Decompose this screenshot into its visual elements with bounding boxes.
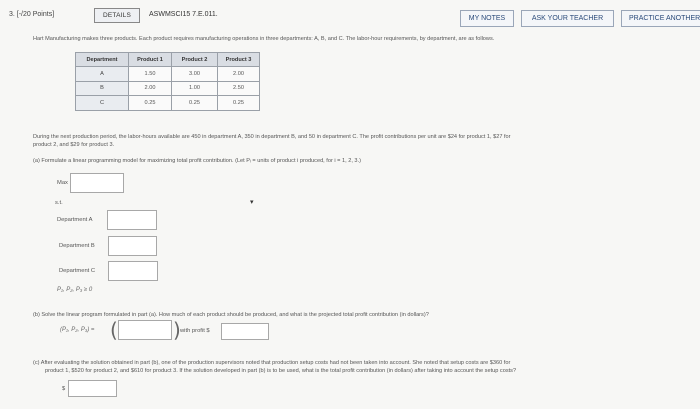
- assignment-id: ASWMSCI15 7.E.011.: [149, 11, 218, 18]
- col-header-product-2: Product 2: [172, 53, 218, 67]
- constraint-label-a: Department A: [57, 217, 93, 223]
- value-cell: 2.00: [218, 67, 260, 82]
- part-c-line-1: (c) After evaluating the solution obtained in part (b), one of the production supervisors noted that production setup costs had not been taken into account. She noted that setup costs are $360 for: [33, 360, 511, 366]
- value-cell: 2.00: [129, 81, 172, 96]
- value-cell: 2.50: [218, 81, 260, 96]
- open-paren: (: [110, 318, 118, 342]
- dept-cell: C: [76, 96, 129, 111]
- table-row: [76, 96, 260, 111]
- st-label: s.t.: [55, 200, 63, 206]
- dept-cell: B: [76, 81, 129, 96]
- col-header-product-1: Product 1: [129, 53, 172, 67]
- solution-input[interactable]: [118, 320, 172, 340]
- profit-input[interactable]: [221, 323, 269, 340]
- col-header-department: Department: [76, 53, 129, 67]
- max-label: Max: [57, 180, 68, 186]
- nonnegativity: P₁, P₂, P₃ ≥ 0: [57, 287, 93, 293]
- details-button[interactable]: DETAILS: [94, 8, 140, 23]
- ask-teacher-button[interactable]: ASK YOUR TEACHER: [521, 10, 614, 27]
- dollar-sign: $: [62, 386, 66, 392]
- dept-cell: A: [76, 67, 129, 82]
- value-cell: 3.00: [172, 67, 218, 82]
- question-number: 3. [-/20 Points]: [9, 11, 55, 18]
- part-b-prompt: (b) Solve the linear program formulated in part (a). How much of each product should be produced, and what is the projected total profit contribution (in dollars)?: [33, 312, 429, 318]
- labor-hours-table: [75, 52, 260, 111]
- value-cell: 0.25: [129, 96, 172, 111]
- tuple-label: (P₁, P₂, P₃) =: [60, 327, 95, 333]
- value-cell: 1.00: [172, 81, 218, 96]
- part-c-line-2: product 1, $520 for product 2, and $610 for product 3. If the solution developed in part (b) is to be used, what is the total profit contribution (in dollars) after taking into account the setup costs?: [45, 368, 517, 374]
- availability-paragraph: [33, 133, 698, 149]
- availability-line-2: product 2, and $29 for product 3.: [33, 142, 115, 148]
- dept-a-constraint-input[interactable]: [107, 210, 157, 230]
- cursor-icon: ▾: [250, 199, 254, 206]
- dept-b-constraint-input[interactable]: [108, 236, 157, 256]
- part-a-prompt: (a) Formulate a linear programming model for maximizing total profit contribution. (Let Pᵢ = units of product i produced, for i = 1, 2, 3.): [33, 158, 361, 164]
- objective-input[interactable]: [70, 173, 124, 193]
- close-paren: ): [173, 318, 181, 342]
- part-c-prompt: [33, 359, 700, 375]
- table-row: [76, 81, 260, 96]
- setup-profit-input[interactable]: [68, 380, 117, 397]
- value-cell: 0.25: [172, 96, 218, 111]
- with-profit-label: with profit $: [180, 328, 210, 334]
- dept-c-constraint-input[interactable]: [108, 261, 158, 281]
- problem-intro: Hart Manufacturing makes three products. Each product requires manufacturing operations in three departments: A, B, and C. The labor-hour requirements, by department, are as follows.: [33, 36, 495, 42]
- constraint-label-b: Department B: [59, 243, 95, 249]
- constraint-label-c: Department C: [59, 268, 96, 274]
- value-cell: 0.25: [218, 96, 260, 111]
- value-cell: 1.50: [129, 67, 172, 82]
- practice-another-button[interactable]: PRACTICE ANOTHER: [621, 10, 700, 27]
- availability-line-1: During the next production period, the labor-hours available are 450 in department A, 350 in department B, and 50 in department C. The profit contributions per unit are $24 for product 1, $27 for: [33, 134, 511, 140]
- my-notes-button[interactable]: MY NOTES: [460, 10, 514, 27]
- table-row: [76, 67, 260, 82]
- col-header-product-3: Product 3: [218, 53, 260, 67]
